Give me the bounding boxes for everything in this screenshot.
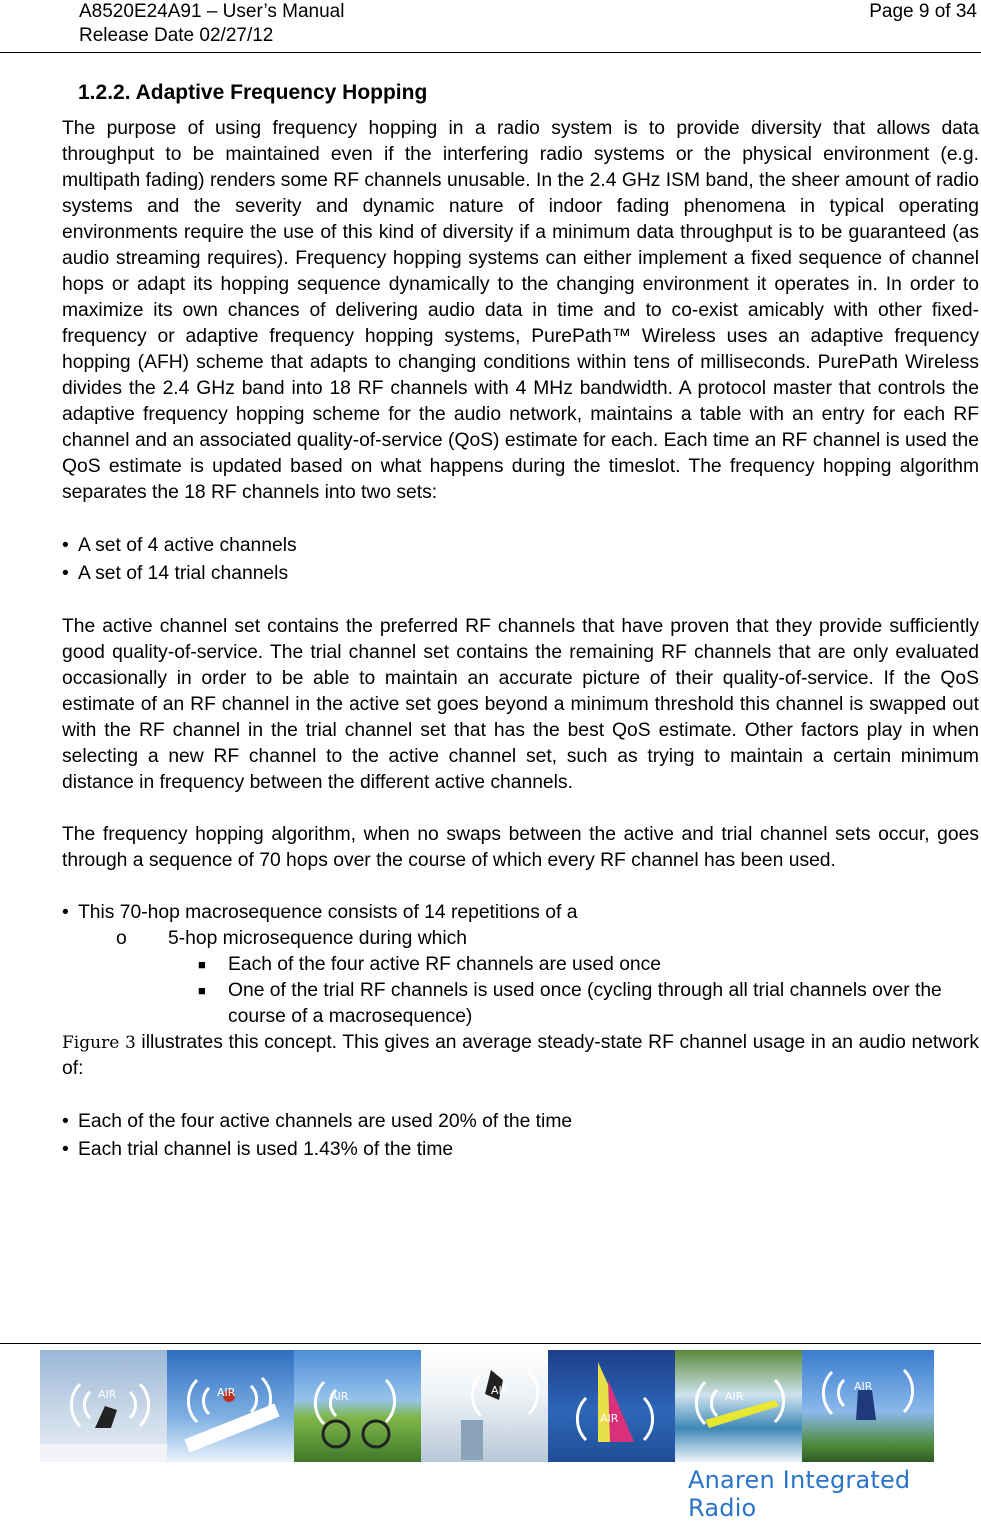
list-item: o 5-hop microsequence during which [62, 926, 979, 952]
bullet-icon: • [62, 1139, 69, 1160]
bullet-icon: • [62, 535, 69, 556]
bullet-icon: • [62, 902, 69, 923]
paragraph-sequence: The frequency hopping algorithm, when no swaps between the active and trial channel sets occur, goes through a sequence of 70 hops over the course of which every RF channel has been used. [62, 824, 979, 871]
list-item: • Each trial channel is used 1.43% of the time [62, 1136, 979, 1164]
paragraph-channel-sets: The active channel set contains the preferred RF channels that have proven that they provide sufficiently good quality-of-service. The trial channel set contains the remaining RF channels that are only evaluated occasionally in order to be able to maintain an accurate picture of their quality-of-service. If the QoS estimate of an RF channel in the active set goes beyond a minimum threshold this channel is swapped out with the RF channel in the trial channel set that has the best QoS estimate. Other factors play in when selecting a new RF channel to the active channel set, such as trying to maintain a certain minimum distance in frequency between the different active channels. [62, 616, 979, 793]
svg-text:AIR: AIR [600, 1412, 619, 1425]
banner-tile-skateboard [802, 1350, 934, 1462]
circle-bullet-icon: o [116, 928, 127, 949]
list-item: • Each of the four active channels are used 20% of the time [62, 1108, 979, 1136]
footer-divider [0, 1343, 981, 1344]
list-item: ■ One of the trial RF channels is used once (cycling through all trial channels over the course of a macrosequence) [198, 980, 942, 1027]
banner-tile-skier [40, 1350, 167, 1462]
brand-logo-text: Anaren Integrated Radio [688, 1466, 911, 1522]
page-content [62, 76, 979, 1164]
list-item: ■ Each of the four active RF channels are used once [62, 952, 979, 978]
svg-text:AIR: AIR [330, 1390, 349, 1403]
page-number: Page 9 of 34 [869, 1, 977, 22]
banner-tile-windsurf [548, 1350, 675, 1462]
footer-banner [40, 1350, 934, 1462]
svg-text:AIR: AIR [217, 1386, 236, 1399]
square-bullet-icon: ■ [198, 983, 206, 998]
list-item: • This 70-hop macrosequence consists of 14 repetitions of a [62, 900, 979, 926]
figure-link[interactable]: Figure 3 [62, 1033, 136, 1053]
header-left [79, 0, 344, 48]
svg-text:AIR: AIR [725, 1390, 744, 1403]
bullet-icon: • [62, 563, 69, 584]
svg-text:AIR: AIR [491, 1384, 510, 1397]
banner-tile-bike [294, 1350, 421, 1462]
paragraph-figure-ref: Figure 3 illustrates this concept. This gives an average steady-state RF channel usage in an audio network of: [62, 1032, 979, 1079]
page-header [0, 0, 981, 53]
air-waves-icon [40, 1350, 167, 1462]
list-item: • A set of 14 trial channels [62, 560, 979, 588]
release-date: Release Date 02/27/12 [79, 25, 274, 46]
doc-title: A8520E24A91 – User’s Manual [79, 1, 345, 22]
list-item: • A set of 4 active channels [62, 532, 979, 560]
svg-text:AIR: AIR [98, 1388, 117, 1401]
square-bullet-icon: ■ [198, 957, 206, 972]
bullet-icon: • [62, 1111, 69, 1132]
section-title: 1.2.2. Adaptive Frequency Hopping [78, 81, 428, 104]
banner-tile-snowboard [421, 1350, 548, 1462]
banner-tile-kayak [675, 1350, 802, 1462]
paragraph-intro: The purpose of using frequency hopping in a radio system is to provide diversity that allows data throughput to be maintained even if the interfering radio systems or the physical environment (e.g. multipath fading) renders some RF channels unusable. In the 2.4 GHz ISM band, the sheer amount of radio systems and the severity and dynamic nature of indoor fading phenomena in typical operating environments require the use of this kind of diversity if a minimum data throughput is to be guaranteed (as audio streaming requires). Frequency hopping systems can either implement a fixed sequence of channel hops or adapt its hopping sequence dynamically to the changing environment it operates in. In order to maximize its own chances of delivering audio data in time and to co-exist amicably with other fixed-frequency or adaptive frequency hopping systems, PurePath™ Wireless uses an adaptive frequency hopping (AFH) scheme that adapts to changing conditions within tens of milliseconds. PurePath Wireless divides the 2.4 GHz band into 18 RF channels with 4 MHz bandwidth. A protocol master that controls the adaptive frequency hopping scheme for the audio network, maintains a table with an entry for each RF channel and an associated quality-of-service (QoS) estimate for each. Each time an RF channel is used the QoS estimate is updated based on what happens during the timeslot. The frequency hopping algorithm separates the 18 RF channels into two sets: [62, 118, 979, 503]
banner-tile-ski [167, 1350, 294, 1462]
svg-text:AIR: AIR [854, 1380, 873, 1393]
